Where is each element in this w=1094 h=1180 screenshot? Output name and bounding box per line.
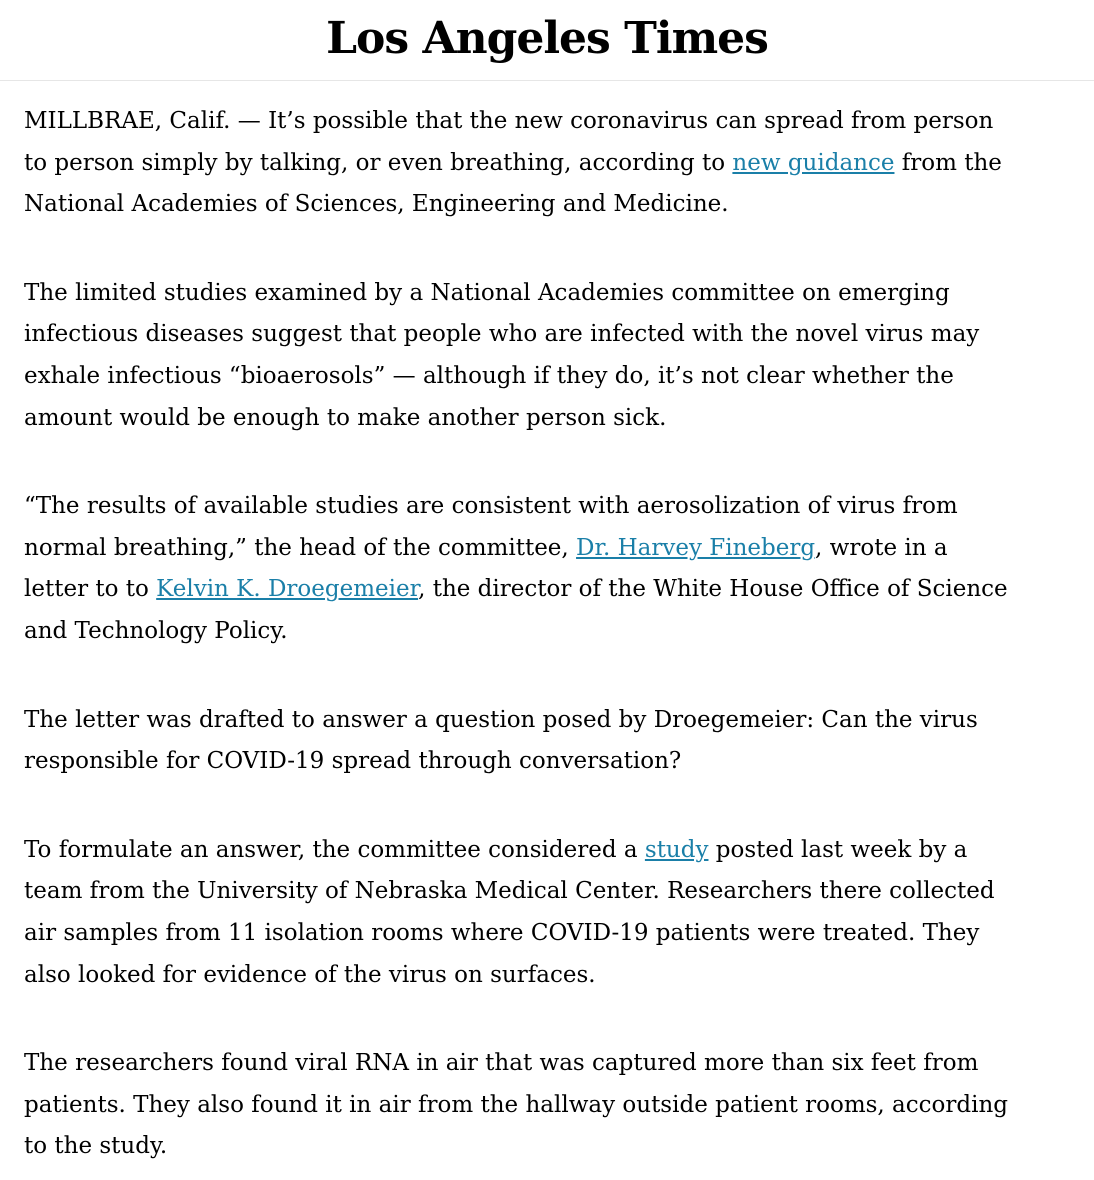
paragraph-text: to the study. bbox=[24, 1133, 168, 1160]
paragraph-text: The limited studies examined by a National Academies committee on emerging bbox=[24, 279, 950, 306]
paragraph-text: , wrote in a bbox=[815, 534, 948, 561]
paragraph-text: amount would be enough to make another person sick. bbox=[24, 404, 667, 431]
paragraph-text: The letter was drafted to answer a question posed by Droegemeier: Can the virus bbox=[24, 706, 978, 733]
paragraph-text: exhale infectious “bioaerosols” — although if they do, it’s not clear whether the bbox=[24, 362, 954, 389]
article-paragraph-4 bbox=[24, 700, 1070, 783]
paragraph-text: posted last week by a bbox=[708, 836, 968, 863]
kelvin-droegemeier-link[interactable]: Kelvin K. Droegemeier bbox=[156, 576, 419, 603]
article-paragraph-5 bbox=[24, 830, 1070, 996]
paragraph-text: letter to to bbox=[24, 576, 157, 603]
paragraph-text: also looked for evidence of the virus on surfaces. bbox=[24, 961, 596, 988]
article-body bbox=[0, 81, 1094, 1168]
paragraph-text: air samples from 11 isolation rooms where COVID-19 patients were treated. They bbox=[24, 919, 980, 946]
paragraph-text: To formulate an answer, the committee considered a bbox=[24, 836, 645, 863]
article-paragraph-1 bbox=[24, 81, 1070, 226]
paragraph-text: MILLBRAE, Calif. — It’s possible that the new coronavirus can spread from person bbox=[24, 108, 994, 134]
paragraph-text: from the bbox=[894, 149, 1002, 176]
paragraph-text: “The results of available studies are consistent with aerosolization of virus from bbox=[24, 493, 958, 520]
paragraph-text: The researchers found viral RNA in air that was captured more than six feet from bbox=[24, 1050, 979, 1077]
study-link[interactable]: study bbox=[644, 836, 709, 863]
masthead bbox=[0, 0, 1094, 81]
paragraph-text: team from the University of Nebraska Medical Center. Researchers there collected bbox=[24, 878, 995, 905]
paragraph-text: infectious diseases suggest that people who are infected with the novel virus may bbox=[24, 321, 980, 348]
paragraph-text: patients. They also found it in air from the hallway outside patient rooms, according bbox=[24, 1091, 1008, 1118]
article-paragraph-2 bbox=[24, 273, 1070, 439]
site-logo[interactable]: Los Angeles Times bbox=[326, 13, 768, 64]
paragraph-text: , the director of the White House Office of Science bbox=[418, 576, 1008, 603]
paragraph-text: National Academies of Sciences, Engineering and Medicine. bbox=[24, 191, 729, 218]
paragraph-text: and Technology Policy. bbox=[24, 617, 288, 644]
article-paragraph-6 bbox=[24, 1043, 1070, 1168]
paragraph-text: to person simply by talking, or even breathing, according to bbox=[24, 149, 733, 176]
harvey-fineberg-link[interactable]: Dr. Harvey Fineberg bbox=[576, 534, 816, 561]
new-guidance-link[interactable]: new guidance bbox=[732, 149, 895, 176]
article-paragraph-3 bbox=[24, 486, 1070, 652]
paragraph-text: responsible for COVID-19 spread through conversation? bbox=[24, 748, 682, 775]
paragraph-text: normal breathing,” the head of the committee, bbox=[24, 534, 577, 561]
